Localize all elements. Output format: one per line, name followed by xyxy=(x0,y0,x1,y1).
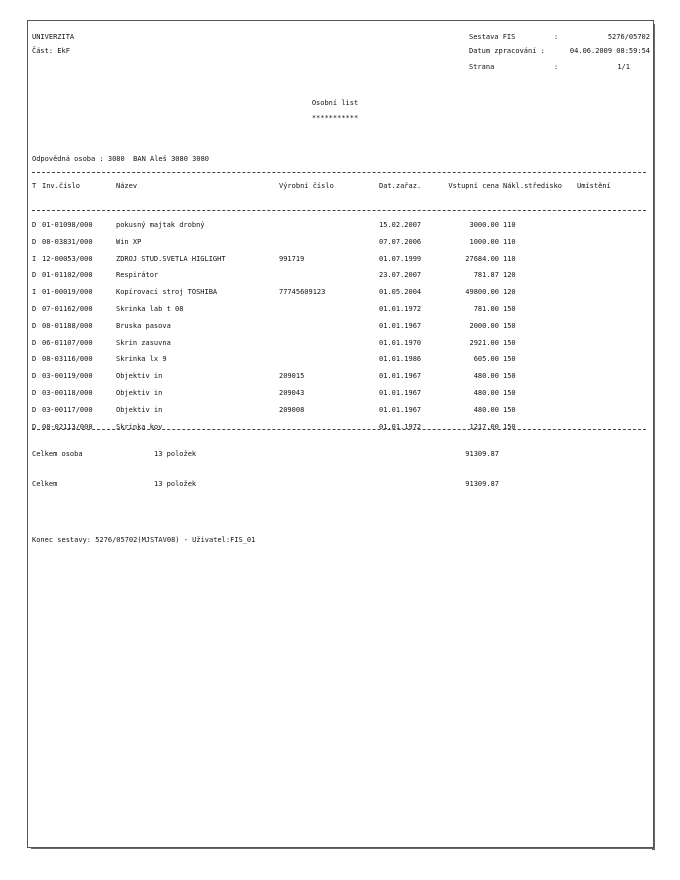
total-count: 13 položek xyxy=(154,480,197,488)
cell-center: 150 xyxy=(503,305,516,313)
cell-date: 01.01.1967 xyxy=(379,389,422,397)
cell-price: 781.87 xyxy=(473,271,499,280)
cell-price: 2000.00 xyxy=(469,321,499,330)
cell-center: 110 xyxy=(503,254,516,263)
cell-center: 150 xyxy=(503,422,516,431)
total-label: Celkem xyxy=(32,480,58,488)
cell-price: 49800.00 xyxy=(465,288,499,297)
cell-name: Objektiv in xyxy=(116,372,163,381)
cell-serial: 209015 xyxy=(279,372,305,381)
cell-type: D xyxy=(32,355,37,364)
cell-price: 781.00 xyxy=(473,305,499,313)
cell-center: 120 xyxy=(503,288,516,297)
cell-name: Skrinka lab t 08 xyxy=(116,305,184,313)
cell-date: 01.01.1986 xyxy=(379,355,422,364)
cell-type: D xyxy=(32,422,37,431)
responsible-person: Odpovědná osoba : 3080 BAN Aleš 3080 3080 xyxy=(32,155,210,163)
cell-center: 150 xyxy=(503,338,516,347)
cell-price: 3000.00 xyxy=(469,221,499,229)
cell-serial: 991719 xyxy=(279,254,305,263)
cell-inv: 12-00053/000 xyxy=(42,254,93,263)
cell-serial: 77745609123 xyxy=(279,288,326,297)
cell-name: Skrin zasuvna xyxy=(116,338,171,347)
total-label: Celkem osoba xyxy=(32,450,83,458)
cell-price: 2921.00 xyxy=(469,338,499,347)
page-number-label: Strana xyxy=(469,63,495,71)
cell-price: 27684.00 xyxy=(465,254,499,263)
cell-type: D xyxy=(32,305,37,313)
part-label: Část: EkF xyxy=(32,47,70,55)
cell-center: 150 xyxy=(503,372,516,381)
total-count: 13 položek xyxy=(154,450,197,458)
cell-date: 01.05.2004 xyxy=(379,288,422,297)
cell-name: pokusný majtak drobný xyxy=(116,221,205,229)
separator-header xyxy=(32,210,646,211)
cell-name: Win XP xyxy=(116,237,142,246)
cell-type: D xyxy=(32,237,37,246)
cell-name: Objektiv in xyxy=(116,405,163,414)
col-inv: Inv.číslo xyxy=(42,182,80,190)
cell-date: 07.07.2006 xyxy=(379,237,422,246)
cell-inv: 07-01162/000 xyxy=(42,305,93,313)
cell-date: 15.02.2007 xyxy=(379,221,422,229)
cell-date: 01.01.1967 xyxy=(379,321,422,330)
cell-date: 01.01.1967 xyxy=(379,405,422,414)
cell-type: D xyxy=(32,338,37,347)
cell-type: D xyxy=(32,389,37,397)
cell-center: 150 xyxy=(503,389,516,397)
cell-inv: 03-00118/000 xyxy=(42,389,93,397)
separator-top xyxy=(32,172,646,173)
cell-type: I xyxy=(32,254,37,263)
cell-center: 110 xyxy=(503,237,516,246)
cell-inv: 01-00019/000 xyxy=(42,288,93,297)
report-title-underline: *********** xyxy=(311,114,359,122)
cell-type: D xyxy=(32,271,37,280)
cell-inv: 03-00117/000 xyxy=(42,405,93,414)
col-type: T xyxy=(32,182,37,190)
report-id-sep: : xyxy=(554,33,559,41)
cell-inv: 08-03831/000 xyxy=(42,237,93,246)
col-name: Název xyxy=(116,182,138,190)
cell-name: Skrinka kov xyxy=(116,422,163,431)
col-price: Vstupní cena xyxy=(448,182,499,190)
cell-center: 110 xyxy=(503,221,516,229)
page-number-value: 1/1 xyxy=(617,63,630,71)
cell-date: 23.07.2007 xyxy=(379,271,422,280)
col-center: Nákl.středisko xyxy=(503,182,563,190)
cell-center: 150 xyxy=(503,405,516,414)
cell-name: Respirátor xyxy=(116,271,159,280)
report-id-value: 5276/05702 xyxy=(607,33,650,41)
cell-inv: 03-00119/000 xyxy=(42,372,93,381)
cell-name: Skrinka lx 9 xyxy=(116,355,167,364)
cell-name: Objektiv in xyxy=(116,389,163,397)
col-serial: Výrobní číslo xyxy=(279,182,334,190)
date-value: 04.06.2009 08:59:54 xyxy=(569,47,650,55)
cell-inv: 06-01107/000 xyxy=(42,338,93,347)
separator-bottom xyxy=(32,429,646,430)
cell-name: ZDROJ STUD.SVETLA HIGLIGHT xyxy=(116,254,226,263)
cell-date: 01.01.1972 xyxy=(379,305,422,313)
cell-price: 1217.00 xyxy=(469,422,499,431)
cell-price: 605.00 xyxy=(473,355,499,364)
report-title: Osobní list xyxy=(311,99,359,107)
cell-inv: 01-01098/000 xyxy=(42,221,93,229)
university-label: UNIVERZITA xyxy=(32,33,75,41)
cell-date: 01.01.1967 xyxy=(379,372,422,381)
cell-date: 01.01.1972 xyxy=(379,422,422,431)
cell-serial: 209043 xyxy=(279,389,305,397)
cell-serial: 209008 xyxy=(279,405,305,414)
cell-inv: 01-01102/000 xyxy=(42,271,93,280)
total-amount: 91309.87 xyxy=(465,480,499,488)
date-label: Datum zpracování : xyxy=(469,47,545,55)
cell-center: 150 xyxy=(503,321,516,330)
cell-inv: 08-01188/000 xyxy=(42,321,93,330)
cell-center: 120 xyxy=(503,271,516,280)
col-location: Umístění xyxy=(577,182,611,190)
cell-center: 150 xyxy=(503,355,516,364)
report-end-note: Konec sestavy: 5276/05702(MJSTAV08) - Uživatel:FIS_01 xyxy=(32,536,256,544)
cell-type: I xyxy=(32,288,37,297)
cell-name: Bruska pasova xyxy=(116,321,171,330)
report-page xyxy=(27,20,654,848)
cell-type: D xyxy=(32,221,37,229)
cell-type: D xyxy=(32,321,37,330)
cell-inv: 08-02113/000 xyxy=(42,422,93,431)
cell-price: 1000.00 xyxy=(469,237,499,246)
cell-date: 01.07.1999 xyxy=(379,254,422,263)
total-amount: 91309.87 xyxy=(465,450,499,458)
page-number-sep: : xyxy=(554,63,559,71)
cell-inv: 08-03116/000 xyxy=(42,355,93,364)
cell-type: D xyxy=(32,405,37,414)
cell-price: 480.00 xyxy=(473,389,499,397)
cell-name: Kopírovací stroj TOSHIBA xyxy=(116,288,218,297)
cell-date: 01.01.1970 xyxy=(379,338,422,347)
cell-price: 480.00 xyxy=(473,405,499,414)
cell-price: 480.00 xyxy=(473,372,499,381)
cell-type: D xyxy=(32,372,37,381)
col-date: Dat.zařaz. xyxy=(379,182,422,190)
report-id-label: Sestava FIS xyxy=(469,33,516,41)
